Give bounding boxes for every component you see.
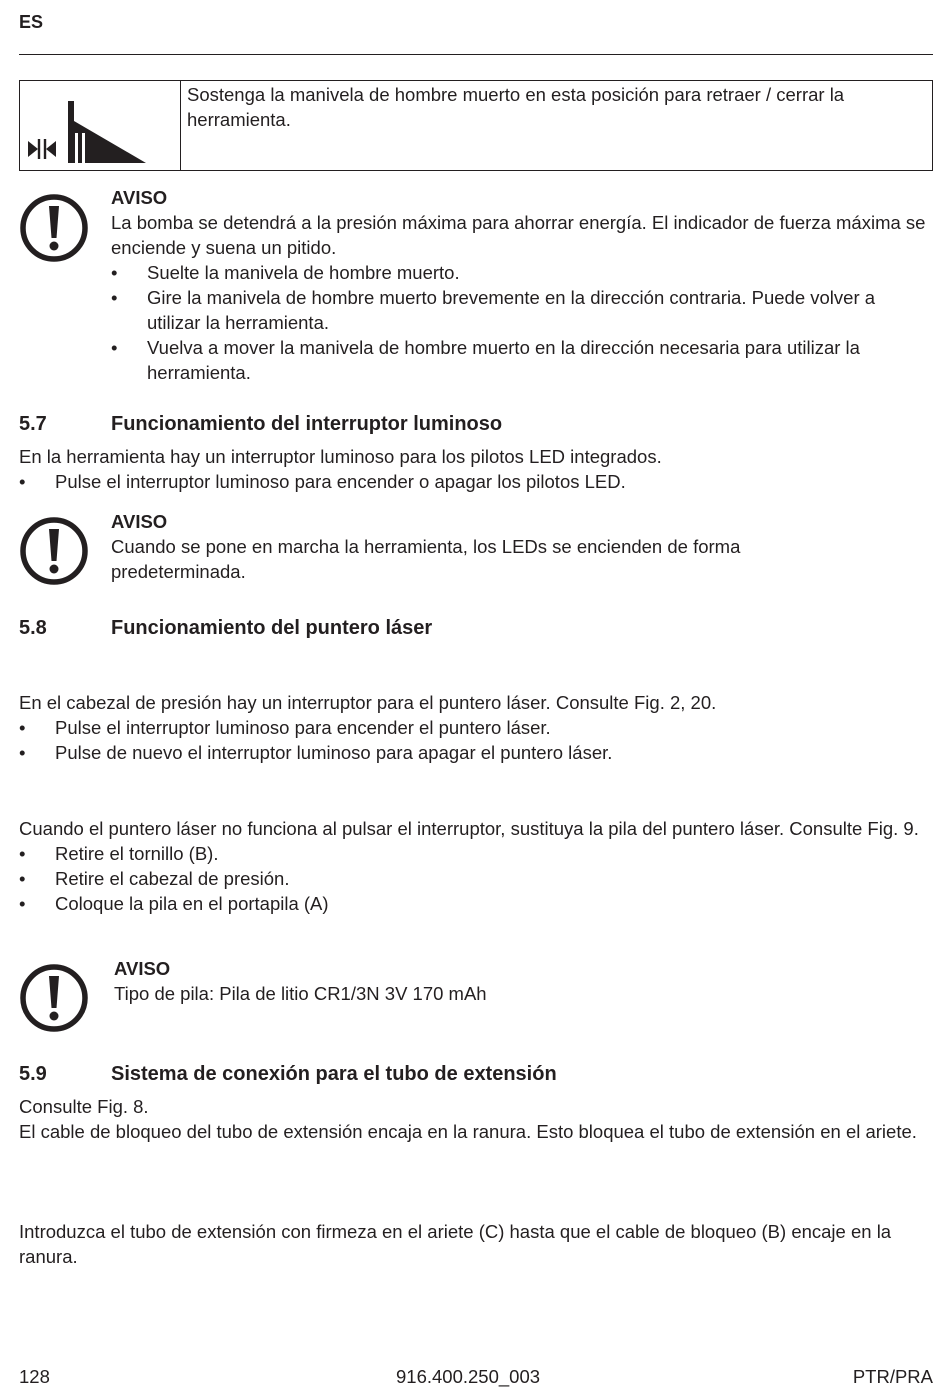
product-code: PTR/PRA	[852, 1366, 933, 1387]
list-item: • Suelte la manivela de hombre muerto.	[111, 260, 933, 285]
section-body	[19, 1219, 933, 1269]
section-body	[19, 1094, 933, 1144]
list-item: • Gire la manivela de hombre muerto brevemente en la dirección contraria. Puede volver a utilizar la herramienta.	[111, 285, 933, 335]
paragraph: Cuando el puntero láser no funciona al pulsar el interruptor, sustituya la pila del puntero láser. Consulte Fig. 9.	[19, 818, 919, 839]
notice-title: AVISO	[111, 511, 168, 532]
exclamation-circle-icon	[19, 963, 89, 1033]
list-item: • Pulse el interruptor luminoso para encender el puntero láser.	[19, 715, 933, 740]
section-number: 5.9	[19, 1063, 47, 1085]
notice-body	[114, 956, 933, 1006]
paragraph: En la herramienta hay un interruptor luminoso para los pilotos LED integrados.	[19, 446, 662, 467]
exclamation-circle-icon	[19, 193, 89, 263]
paragraph: Introduzca el tubo de extensión con firmeza en el ariete (C) hasta que el cable de bloqueo (B) encaje en la ranura.	[19, 1221, 892, 1267]
document-id: 916.400.250_003	[396, 1366, 541, 1387]
section-number: 5.8	[19, 617, 47, 639]
header-rule	[19, 54, 933, 55]
paragraph: El cable de bloqueo del tubo de extensión encaja en la ranura. Esto bloquea el tubo de extensión en el ariete.	[19, 1121, 917, 1142]
section-title: Sistema de conexión para el tubo de extensión	[111, 1063, 557, 1085]
retract-position-icon	[26, 99, 151, 165]
figure-description: Sostenga la manivela de hombre muerto en esta posición para retraer / cerrar la herramienta.	[187, 84, 845, 130]
notice-text: Tipo de pila: Pila de litio CR1/3N 3V 170 mAh	[114, 983, 487, 1004]
notice-body	[111, 185, 933, 385]
list-item: • Retire el tornillo (B).	[19, 841, 933, 866]
notice-body	[111, 509, 933, 584]
section-heading	[19, 616, 432, 641]
list-item: • Coloque la pila en el portapila (A)	[19, 891, 933, 916]
section-title: Funcionamiento del interruptor luminoso	[111, 413, 503, 435]
notice-text: Cuando se pone en marcha la herramienta, los LEDs se encienden de forma predeterminada.	[111, 536, 741, 582]
exclamation-circle-icon	[19, 516, 89, 586]
figure-cell	[20, 81, 181, 170]
list-item: • Vuelva a mover la manivela de hombre muerto en la dirección necesaria para utilizar la herramienta.	[111, 335, 933, 385]
list-item: • Pulse el interruptor luminoso para encender o apagar los pilotos LED.	[19, 469, 933, 494]
list-item: • Pulse de nuevo el interruptor luminoso para apagar el puntero láser.	[19, 740, 933, 765]
section-heading	[19, 412, 502, 437]
figure-table	[19, 80, 933, 171]
section-number: 5.7	[19, 413, 47, 435]
paragraph: Consulte Fig. 8.	[19, 1096, 149, 1117]
list-item: • Retire el cabezal de presión.	[19, 866, 933, 891]
notice-title: AVISO	[111, 187, 168, 208]
language-tag: ES	[19, 12, 44, 32]
section-title: Funcionamiento del puntero láser	[111, 617, 433, 639]
section-heading	[19, 1062, 557, 1087]
section-body	[19, 690, 933, 765]
notice-title: AVISO	[114, 958, 171, 979]
section-body	[19, 444, 933, 494]
page-number: 128	[19, 1366, 50, 1387]
section-body	[19, 816, 933, 916]
notice-text: La bomba se detendrá a la presión máxima para ahorrar energía. El indicador de fuerza máxima se enciende y suena un pitido.	[111, 212, 926, 258]
paragraph: En el cabezal de presión hay un interruptor para el puntero láser. Consulte Fig. 2, 20.	[19, 692, 717, 713]
